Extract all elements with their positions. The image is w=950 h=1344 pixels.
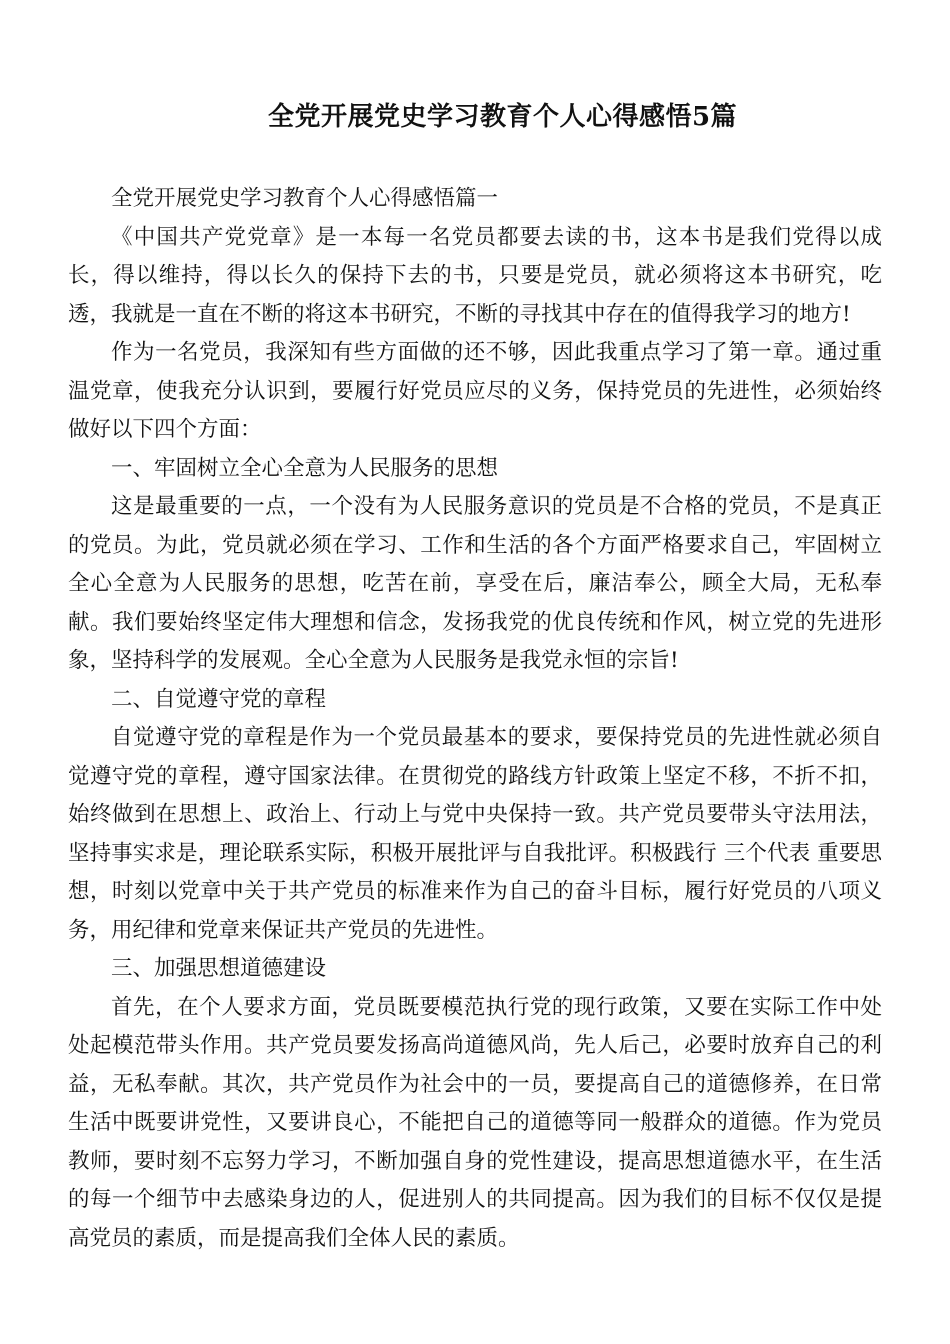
body-paragraph: 首先，在个人要求方面，党员既要模范执行党的现行政策，又要在实际工作中处处起模范带头作用。共产党员要发扬高尚道德风尚，先人后己，必要时放弃自己的利益，无私奉献。其次，共产党员作为社会中的一员，要提高自己的道德修养，在日常生活中既要讲党性，又要讲良心，不能把自己的道德等同一般群众的道德。作为党员教师，要时刻不忘努力学习，不断加强自身的党性建设，提高思想道德水平，在生活的每一个细节中去感染身边的人，促进别人的共同提高。因为我们的目标不仅仅是提高党员的素质，而是提高我们全体人民的素质。 [68, 994, 882, 1251]
section-heading: 三、加强思想道德建设 [111, 956, 327, 981]
section-heading: 二、自觉遵守党的章程 [111, 686, 327, 712]
section-heading: 一、牢固树立全心全意为人民服务的思想 [111, 455, 499, 481]
body-paragraph: 《中国共产党党章》是一本每一名党员都要去读的书，这本书是我们党得以成长，得以维持，得以长久的保持下去的书，只要是党员，就必须将这本书研究，吃透，我就是一直在不断的将这本书研究，不断的寻找其中存在的值得我学习的地方! [68, 224, 882, 327]
body-paragraph: 作为一名党员，我深知有些方面做的还不够，因此我重点学习了第一章。通过重温党章，使我充分认识到，要履行好党员应尽的义务，保持党员的先进性，必须始终做好以下四个方面： [68, 340, 882, 442]
section-heading: 全党开展党史学习教育个人心得感悟篇一 [111, 186, 499, 211]
body-paragraph: 自觉遵守党的章程是作为一个党员最基本的要求，要保持党员的先进性就必须自觉遵守党的章程，遵守国家法律。在贯彻党的路线方针政策上坚定不移，不折不扣，始终做到在思想上、政治上、行动上与党中央保持一致。共产党员要带头守法用法，坚持事实求是，理论联系实际，积极开展批评与自我批评。积极践行 三个代表 重要思想，时刻以党章中关于共产党员的标准来作为自己的奋斗目标，履行好党员的八项义务，用纪律和党章来保证共产党员的先进性。 [68, 725, 882, 943]
document-body [68, 180, 882, 1258]
body-paragraph: 这是最重要的一点，一个没有为人民服务意识的党员是不合格的党员，不是真正的党员。为此，党员就必须在学习、工作和生活的各个方面严格要求自己，牢固树立全心全意为人民服务的思想，吃苦在前，享受在后，廉洁奉公，顾全大局，无私奉献。我们要始终坚定伟大理想和信念，发扬我党的优良传统和作风，树立党的先进形象，坚持科学的发展观。全心全意为人民服务是我党永恒的宗旨! [68, 494, 882, 673]
document-title: 全党开展党史学习教育个人心得感悟5篇 [267, 102, 738, 132]
